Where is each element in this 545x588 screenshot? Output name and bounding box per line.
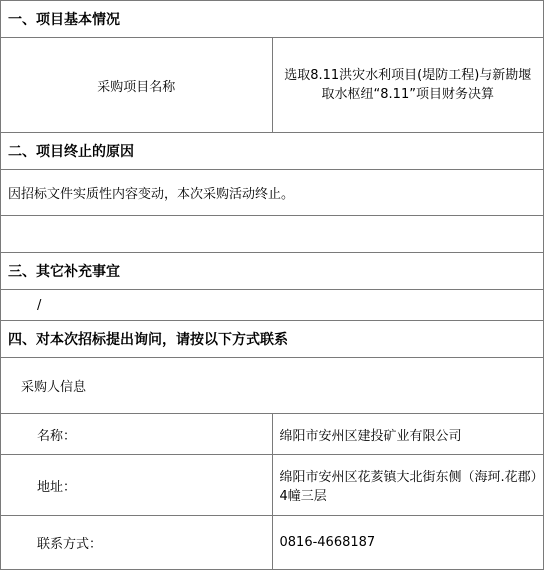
purchaser-address-value: 绵阳市安州区花荄镇大北街东侧（海珂.花郡）4幢三层 [272, 455, 544, 516]
blank-cell [1, 216, 544, 253]
purchaser-name-value: 绵阳市安州区建投矿业有限公司 [272, 414, 544, 455]
purchaser-heading-row [1, 358, 544, 414]
purchaser-phone-value: 0816-4668187 [272, 516, 544, 570]
purchaser-address-row [1, 455, 544, 516]
other-matters-row [1, 290, 544, 321]
section-reason-heading: 二、项目终止的原因 [1, 133, 544, 170]
termination-reason-row [1, 170, 544, 216]
section-contact-heading: 四、对本次招标提出询问，请按以下方式联系 [1, 321, 544, 358]
purchaser-phone-label: 联系方式： [1, 516, 273, 570]
purchaser-address-label: 地址： [1, 455, 273, 516]
section-basic-heading: 一、项目基本情况 [1, 1, 544, 38]
project-name-value: 选取8.11洪灾水利项目(堤防工程)与新勘堰取水枢纽“8.11”项目财务决算 [272, 38, 544, 133]
blank-row [1, 216, 544, 253]
purchaser-name-row [1, 414, 544, 455]
termination-reason-text: 因招标文件实质性内容变动，本次采购活动终止。 [1, 170, 544, 216]
project-name-row [1, 38, 544, 133]
project-name-label: 采购项目名称 [1, 38, 273, 133]
section-other-heading: 三、其它补充事宜 [1, 253, 544, 290]
purchaser-phone-row [1, 516, 544, 570]
section-other-row [1, 253, 544, 290]
section-contact-row [1, 321, 544, 358]
section-reason-row [1, 133, 544, 170]
section-basic-row [1, 1, 544, 38]
purchaser-name-label: 名称： [1, 414, 273, 455]
purchaser-heading: 采购人信息 [1, 358, 544, 414]
other-matters-text: / [1, 290, 544, 321]
